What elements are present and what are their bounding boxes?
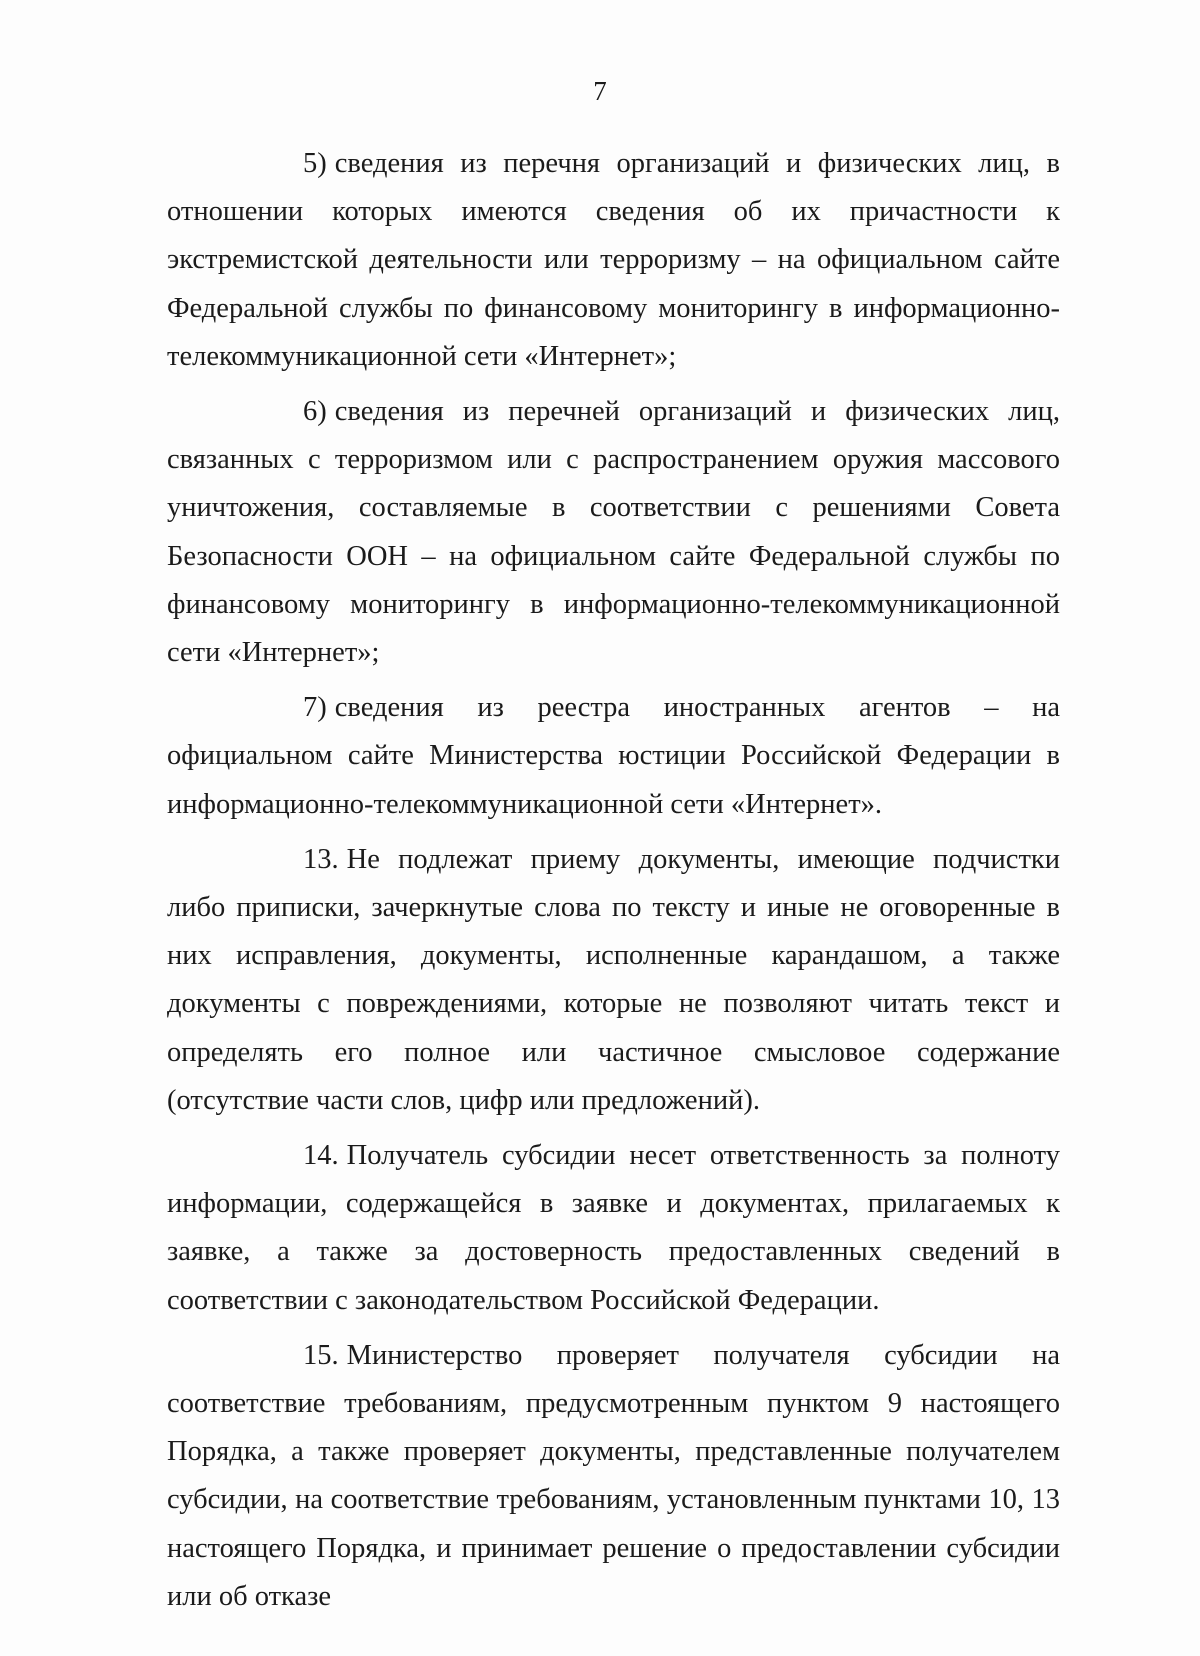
paragraph-item-5: [167, 140, 1060, 381]
paragraph-number: 7): [303, 692, 327, 724]
page-number: 7: [593, 76, 607, 106]
paragraph-text: Министерство проверяет получателя субсидии на соответствие требованиям, предусмотренным пунктом 9 настоящего Порядка, а также проверяет документы, представленные получателем субсидии, на соответствие требованиям, установленным пунктами 10, 13 настоящего Порядка, и принимает решение о предоставлении субсидии или об отказе: [167, 1339, 1060, 1612]
paragraph-text: сведения из перечня организаций и физических лиц, в отношении которых имеются сведения об их причастности к экстремистской деятельности или терроризму – на официальном сайте Федеральной службы по финансовому мониторингу в информационно-телекоммуникационной сети «Интернет»;: [167, 148, 1060, 372]
document-body: [167, 140, 1060, 1628]
paragraph-number: 5): [303, 148, 327, 179]
paragraph-item-6: [167, 388, 1060, 677]
paragraph-number: 15.: [303, 1339, 339, 1371]
paragraph-clause-15: [167, 1332, 1060, 1621]
paragraph-text: Не подлежат приему документы, имеющие подчистки либо приписки, зачеркнутые слова по тексту и иные не оговоренные в них исправления, документы, исполненные карандашом, а также документы с повреждениями, которые не позволяют читать текст и определять его полное или частичное смысловое содержание (отсутствие части слов, цифр или предложений).: [167, 843, 1060, 1116]
paragraph-number: 14.: [303, 1140, 339, 1172]
paragraph-item-7: [167, 684, 1060, 829]
paragraph-clause-14: [167, 1132, 1060, 1325]
paragraph-text: сведения из перечней организаций и физических лиц, связанных с терроризмом или с распространением оружия массового уничтожения, составляемые в соответствии с решениями Совета Безопасности ООН – на официальном сайте Федеральной службы по финансовому мониторингу в информационно-телекоммуникационной сети «Интернет»;: [167, 396, 1060, 669]
paragraph-clause-13: [167, 836, 1060, 1125]
paragraph-text: Получатель субсидии несет ответственность за полноту информации, содержащейся в заявке и документах, прилагаемых к заявке, а также за достоверность предоставленных сведений в соответствии с законодательством Российской Федерации.: [167, 1140, 1060, 1316]
paragraph-number: 6): [303, 396, 327, 428]
paragraph-text: сведения из реестра иностранных агентов – на официальном сайте Министерства юстиции Российской Федерации в информационно-телекоммуникационной сети «Интернет».: [167, 692, 1060, 820]
paragraph-number: 13.: [303, 843, 339, 875]
